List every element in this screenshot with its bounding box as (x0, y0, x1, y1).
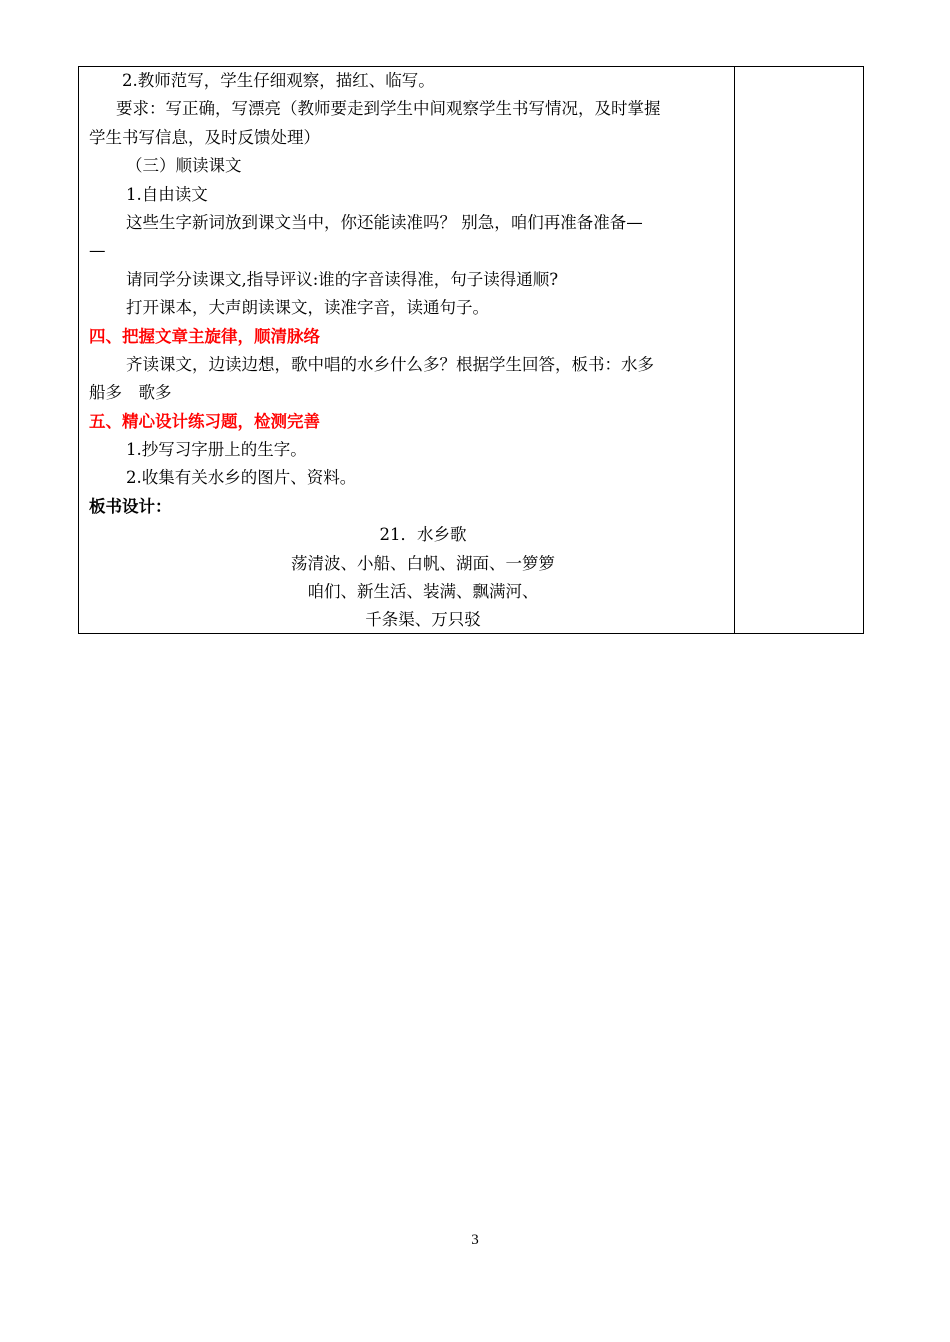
board-title: 21．水乡歌 (379, 525, 467, 545)
section-heading-4: 四、把握文章主旋律，顺清脉络 (89, 326, 320, 346)
paragraph-free-reading: 1.自由读文 (126, 184, 208, 204)
paragraph-read-together-cont: 船多 歌多 (89, 383, 172, 403)
paragraph-teacher-demo: 2.教师范写，学生仔细观察，描红、临写。 (122, 71, 435, 90)
paragraph-requirement: 要求：写正确，写漂亮（教师要走到学生中间观察学生书写情况，及时掌握 (116, 99, 661, 119)
board-line-3: 千条渠、万只驳 (365, 610, 481, 630)
paragraph-words-in-text: 这些生字新词放到课文当中，你还能读准吗？ 别急，咱们再准备准备— (126, 212, 643, 232)
lesson-content-cell (89, 67, 727, 635)
page-number: 3 (471, 1232, 479, 1248)
board-line-1: 荡清波、小船、白帆、湖面、一箩箩 (291, 553, 555, 573)
paragraph-open-book: 打开课本，大声朗读课文，读准字音，读通句子。 (126, 298, 489, 318)
board-line-2: 咱们、新生活、装满、飘满河、 (307, 582, 539, 602)
paragraph-copy-words: 1.抄写习字册上的生字。 (126, 440, 307, 460)
paragraph-collect-pictures: 2.收集有关水乡的图片、资料。 (126, 468, 357, 488)
subheading-read-text: （三）顺读课文 (126, 156, 242, 176)
board-design-heading: 板书设计： (89, 496, 172, 516)
paragraph-read-together: 齐读课文，边读边想，歌中唱的水乡什么多？根据学生回答，板书：水多 (126, 354, 654, 374)
section-heading-5: 五、精心设计练习题，检测完善 (89, 411, 320, 431)
paragraph-words-in-text-cont: — (89, 241, 106, 261)
lesson-table (78, 66, 864, 634)
notes-cell (735, 67, 863, 633)
paragraph-group-reading: 请同学分读课文,指导评议:谁的字音读得准，句子读得通顺? (126, 269, 559, 289)
paragraph-requirement-cont: 学生书写信息，及时反馈处理） (89, 127, 320, 147)
